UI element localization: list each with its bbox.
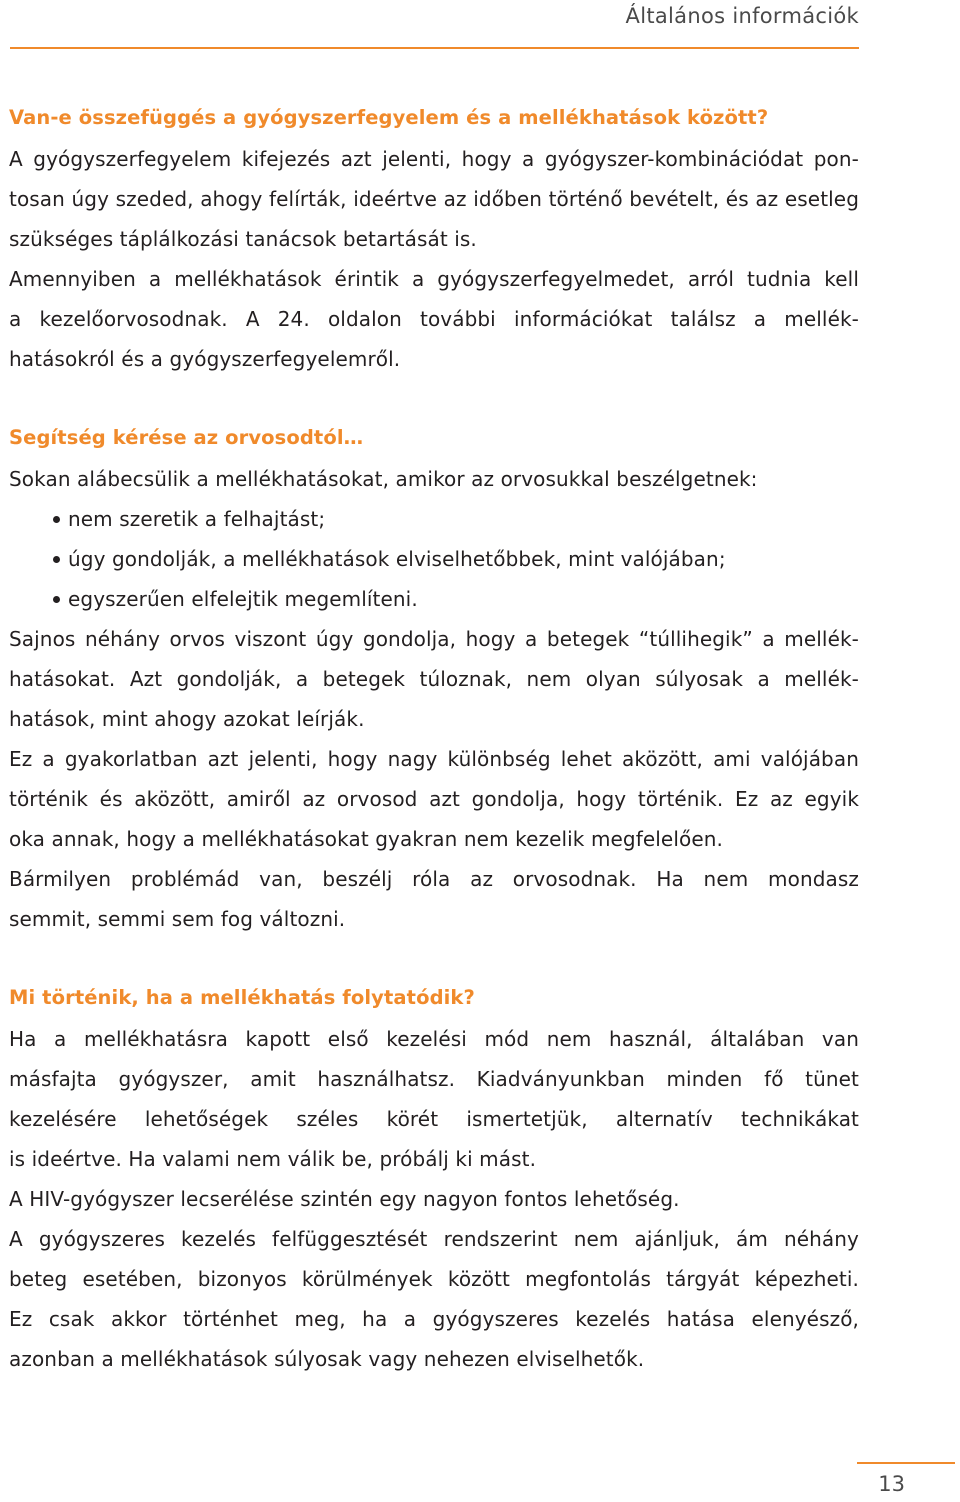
header-section-title: Általános információk	[625, 4, 859, 28]
paragraph-line: a kezelőorvosodnak. A 24. oldalon további információkat találsz a mellék-	[9, 307, 859, 331]
paragraph-line: A gyógyszerfegyelem kifejezés azt jelenti, hogy a gyógyszer-kombinációdat pon-	[9, 147, 859, 171]
paragraph-line: azonban a mellékhatások súlyosak vagy nehezen elviselhetők.	[9, 1347, 645, 1371]
paragraph-line: A gyógyszeres kezelés felfüggesztését rendszerint nem ajánljuk, ám néhány	[9, 1227, 859, 1251]
header-divider	[10, 47, 859, 49]
bullet-item	[51, 499, 859, 539]
bullet-dot-icon	[53, 596, 60, 603]
paragraph-line: Ha a mellékhatásra kapott első kezelési mód nem használ, általában van	[9, 1027, 859, 1051]
paragraph-line: Amennyiben a mellékhatások érintik a gyógyszerfegyelmedet, arról tudnia kell	[9, 267, 859, 291]
bullet-item	[51, 539, 859, 579]
paragraph-line: hatásokat. Azt gondolják, a betegek túloznak, nem olyan súlyosak a mellék-	[9, 667, 859, 691]
paragraph-line: hatásokról és a gyógyszerfegyelemről.	[9, 347, 401, 371]
footer-divider	[857, 1462, 955, 1464]
paragraph-line: Sokan alábecsülik a mellékhatásokat, amikor az orvosukkal beszélgetnek:	[9, 467, 758, 491]
section-heading: Mi történik, ha a mellékhatás folytatódik?	[9, 986, 475, 1009]
bullet-text: nem szeretik a felhajtást;	[68, 507, 326, 531]
section-heading: Van-e összefüggés a gyógyszerfegyelem és a mellékhatások között?	[9, 106, 769, 129]
paragraph-line: oka annak, hogy a mellékhatásokat gyakran nem kezelik megfelelően.	[9, 827, 723, 851]
page-number: 13	[878, 1472, 905, 1496]
paragraph-line: Ez csak akkor történhet meg, ha a gyógyszeres kezelés hatása elenyésző,	[9, 1307, 859, 1331]
bullet-text: egyszerűen elfelejtik megemlíteni.	[68, 587, 418, 611]
paragraph-line: történik és aközött, amiről az orvosod azt gondolja, hogy történik. Ez az egyik	[9, 787, 859, 811]
paragraph-line: is ideértve. Ha valami nem válik be, próbálj ki mást.	[9, 1147, 537, 1171]
paragraph-line: semmit, semmi sem fog változni.	[9, 907, 346, 931]
bullet-dot-icon	[53, 516, 60, 523]
paragraph-line: Ez a gyakorlatban azt jelenti, hogy nagy különbség lehet aközött, ami valójában	[9, 747, 859, 771]
bullet-item	[51, 579, 859, 619]
section-heading: Segítség kérése az orvosodtól…	[9, 426, 364, 449]
paragraph-line: beteg esetében, bizonyos körülmények között megfontolás tárgyát képezheti.	[9, 1267, 859, 1291]
paragraph-line: szükséges táplálkozási tanácsok betartását is.	[9, 227, 477, 251]
paragraph-line: tosan úgy szeded, ahogy felírták, ideértve az időben történő bevételt, és az esetleg	[9, 187, 859, 211]
paragraph-line: hatások, mint ahogy azokat leírják.	[9, 707, 365, 731]
bullet-dot-icon	[53, 556, 60, 563]
paragraph-line: A HIV-gyógyszer lecserélése szintén egy nagyon fontos lehetőség.	[9, 1187, 680, 1211]
paragraph-line: Sajnos néhány orvos viszont úgy gondolja, hogy a betegek “túllihegik” a mellék-	[9, 627, 859, 651]
bullet-text: úgy gondolják, a mellékhatások elviselhetőbbek, mint valójában;	[68, 547, 726, 571]
paragraph-line: kezelésére lehetőségek széles körét ismertetjük, alternatív technikákat	[9, 1107, 859, 1131]
paragraph-line: másfajta gyógyszer, amit használhatsz. Kiadványunkban minden fő tünet	[9, 1067, 859, 1091]
paragraph-line: Bármilyen problémád van, beszélj róla az orvosodnak. Ha nem mondasz	[9, 867, 859, 891]
